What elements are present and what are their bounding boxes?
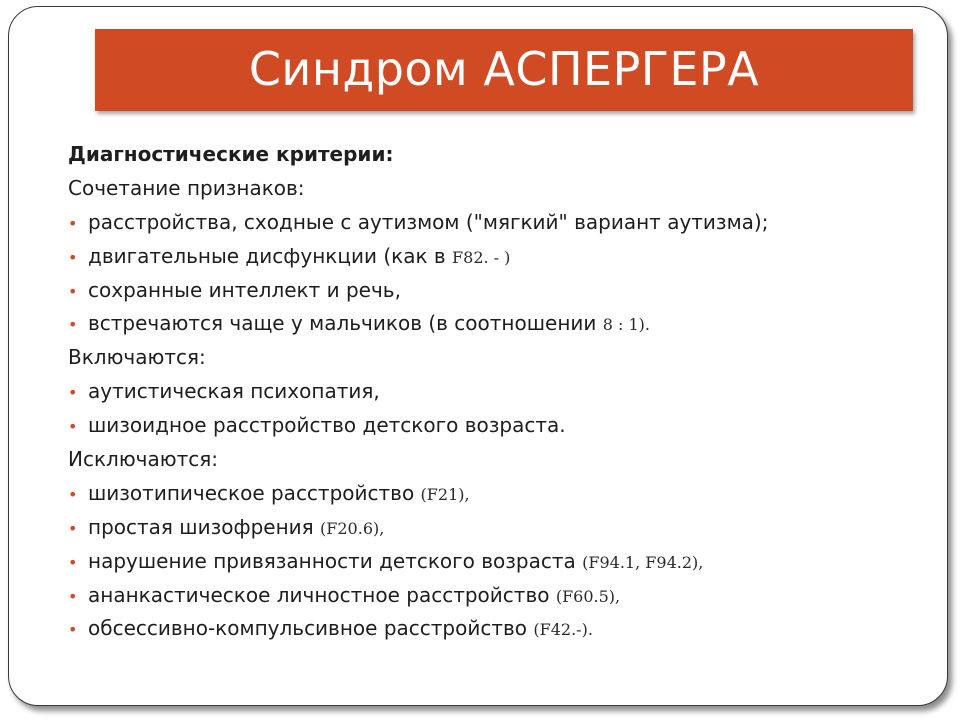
list-item: • встречаются чаще у мальчиков (в соотношении 8 : 1). bbox=[68, 307, 928, 341]
list-item: • обсессивно-компульсивное расстройство (F42.-). bbox=[68, 612, 928, 646]
slide-content bbox=[68, 138, 928, 646]
slide-title: Синдром АСПЕРГЕРА bbox=[248, 42, 760, 96]
list-item: • ананкастическое личностное расстройство (F60.5), bbox=[68, 579, 928, 613]
excluded-label: Исключаются: bbox=[68, 447, 218, 472]
bullet-icon: • bbox=[68, 315, 78, 335]
list-item: • простая шизофрения (F20.6), bbox=[68, 511, 928, 545]
bullet-icon: • bbox=[68, 247, 78, 267]
list-item: • расстройства, сходные с аутизмом ("мягкий" вариант аутизма); bbox=[68, 206, 928, 240]
list-item: • сохранные интеллект и речь, bbox=[68, 274, 928, 308]
criteria-heading: Диагностические критерии: bbox=[68, 142, 394, 166]
combination-label: Сочетание признаков: bbox=[68, 175, 305, 200]
list-item: • двигательные дисфункции (как в F82. - ) bbox=[68, 240, 928, 274]
bullet-icon: • bbox=[68, 518, 78, 538]
bullet-icon: • bbox=[68, 484, 78, 504]
bullet-icon: • bbox=[68, 417, 78, 437]
bullet-icon: • bbox=[68, 586, 78, 606]
bullet-icon: • bbox=[68, 620, 78, 640]
list-item: • шизоидное расстройство детского возраста. bbox=[68, 409, 928, 443]
list-item: • нарушение привязанности детского возраста (F94.1, F94.2), bbox=[68, 545, 928, 579]
included-label: Включаются: bbox=[68, 345, 206, 370]
bullet-icon: • bbox=[68, 383, 78, 403]
list-item: • шизотипическое расстройство (F21), bbox=[68, 477, 928, 511]
bullet-icon: • bbox=[68, 552, 78, 572]
list-item: • аутистическая психопатия, bbox=[68, 375, 928, 409]
bullet-icon: • bbox=[68, 213, 78, 233]
bullet-icon: • bbox=[68, 281, 78, 301]
title-bar bbox=[95, 29, 913, 111]
